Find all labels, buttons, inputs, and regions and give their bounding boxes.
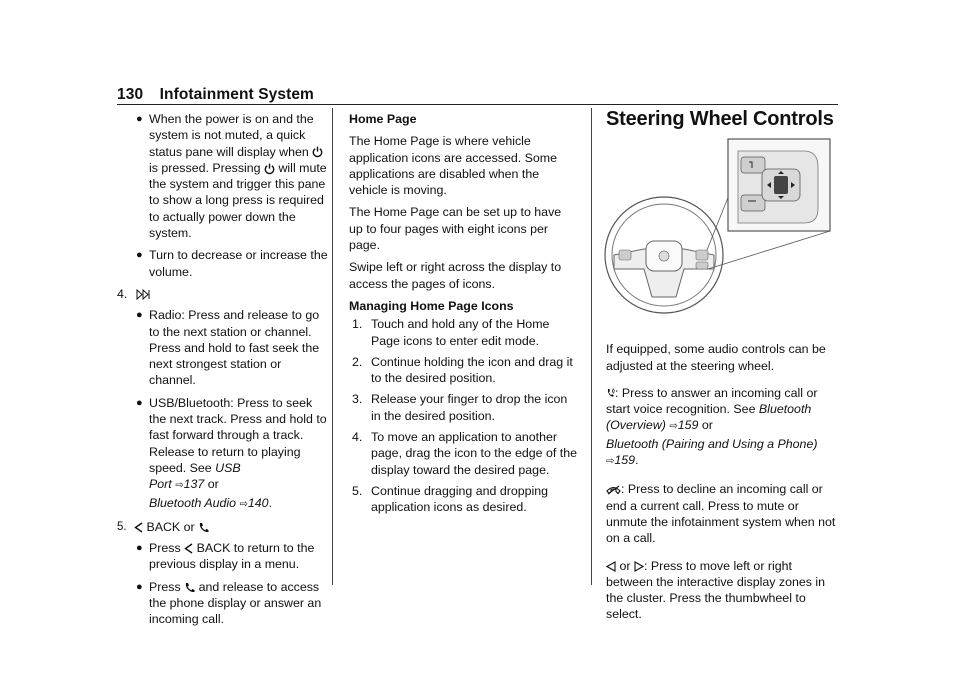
phone-icon (184, 582, 195, 593)
item-4: 4. (117, 286, 329, 302)
power-icon (312, 146, 323, 158)
page-ref-159-2[interactable]: 159 (614, 453, 636, 468)
step-item: 2. Continue holding the icon and drag it to the desired position. (352, 354, 573, 386)
home-paragraph-1: The Home Page is where vehicle application icons are accessed. Some applications are disabled when the vehicle is moving. (349, 134, 558, 198)
page-reference-icon: ⇨ (669, 421, 678, 433)
managing-icons-heading: Managing Home Page Icons (349, 298, 514, 313)
section-title: Infotainment System (159, 86, 314, 103)
arrows-paragraph: or : Press to move left or right between the interactive display zones in the cluster. Press the thumbwheel to select. (606, 558, 826, 622)
phone-bullet: ● Press and release to access the phone display or answer an incoming call. (136, 579, 322, 627)
step-item: 3. Release your finger to drop the icon in the desired position. (352, 392, 568, 423)
bullet-dot: ● (136, 542, 143, 555)
bullet-dot: ● (136, 396, 143, 409)
page-number: 130 (117, 86, 144, 103)
home-page-heading: Home Page (349, 112, 417, 126)
steering-wheel-controls-title: Steering Wheel Controls (606, 108, 834, 130)
back-bullet: ● Press BACK to return to the previous display in a menu. (136, 541, 315, 572)
bullet-dot: ● (136, 580, 143, 593)
seek-icon (136, 289, 150, 300)
header-rule (117, 104, 838, 105)
hang-up-icon (606, 485, 621, 495)
page-reference-icon: ⇨ (175, 480, 184, 492)
bluetooth-overview-link[interactable]: Bluetooth (Overview) (606, 402, 812, 433)
page-header (117, 86, 314, 104)
bluetooth-pairing-link[interactable]: Bluetooth (Pairing and Using a Phone) (606, 436, 818, 451)
bullet-dot: ● (136, 309, 143, 322)
step-item: 5. Continue dragging and dropping application icons as desired. (352, 483, 549, 515)
column-2 (349, 111, 577, 521)
turn-bullet: ● Turn to decrease or increase the volume. (136, 248, 328, 279)
page-ref-159[interactable]: 159 (677, 418, 699, 433)
steering-wheel-illustration (604, 137, 835, 325)
usb-link[interactable]: USB (215, 460, 241, 475)
item-5: 5. BACK or (117, 519, 329, 535)
home-paragraph-3: Swipe left or right across the display to access the pages of icons. (349, 260, 562, 291)
left-triangle-icon (606, 561, 616, 572)
back-chevron-icon (184, 543, 193, 554)
steering-wheel-drawing (604, 137, 835, 325)
phone-icon (198, 522, 209, 533)
power-bullet: ● When the power is on and the system is not muted, a quick status pane will display when is pressed. Pressing will mute the system and trigger this pane to show a long press is required to actually power down the system. (136, 112, 327, 241)
back-chevron-icon (134, 522, 143, 533)
page-reference-icon: ⇨ (239, 498, 248, 510)
voice-paragraph: : Press to answer an incoming call or start voice recognition. See Bluetooth (Overview) ⇨159 or Bluetooth (Pairing and Using a Phone) ⇨159. (606, 385, 818, 468)
page-ref-140[interactable]: 140 (247, 495, 269, 510)
usb-link-2[interactable]: Port (149, 477, 172, 492)
power-icon (264, 163, 275, 175)
column-3 (606, 108, 841, 634)
intro-paragraph: If equipped, some audio controls can be adjusted at the steering wheel. (606, 342, 826, 373)
usb-bullet: ● USB/Bluetooth: Press to seek the next track. Press and hold to fast forward through a track. Release to return to playing speed. See USB Port ⇨137 or Bluetooth Audio ⇨140. (136, 395, 327, 510)
column-1 (117, 111, 329, 634)
bluetooth-audio-link[interactable]: Bluetooth Audio (149, 495, 237, 510)
step-item: 1. Touch and hold any of the Home Page icons to enter edit mode. (352, 317, 550, 348)
column-divider-2 (591, 108, 592, 585)
bullet-dot: ● (136, 113, 143, 125)
bullet-dot: ● (136, 249, 143, 262)
radio-bullet: ● Radio: Press and release to go to the next station or channel. Press and hold to fast seek the next strongest station or channel. (136, 308, 320, 388)
column-divider-1 (332, 108, 333, 585)
right-triangle-icon (634, 561, 644, 572)
hangup-paragraph: : Press to decline an incoming call or end a current call. Press to mute or unmute the infotainment system when not on a call. (606, 482, 836, 546)
page-reference-icon: ⇨ (606, 456, 615, 468)
home-paragraph-2: The Home Page can be set up to have up to four pages with eight icons per page. (349, 205, 562, 253)
voice-icon (606, 388, 615, 400)
page-ref-137[interactable]: 137 (183, 477, 205, 492)
step-item: 4. To move an application to another page, drag the icon to the edge of the display toward the desired page. (352, 430, 577, 477)
